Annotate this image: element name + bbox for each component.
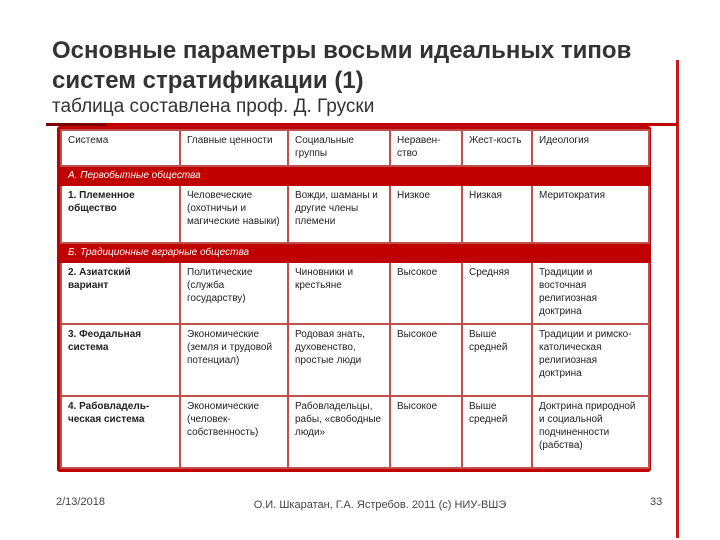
table-row bbox=[61, 324, 649, 396]
table-row bbox=[61, 262, 649, 324]
footer-author: О.И. Шкаратан, Г.А. Ястребов. 2011 (с) НИУ-ВШЭ bbox=[253, 499, 507, 511]
cell-system: 3. Феодальная система bbox=[61, 324, 180, 396]
cell-values: Экономические (человек-собственность) bbox=[180, 396, 288, 468]
cell-groups: Родовая знать, духовенство, простые люди bbox=[288, 324, 390, 396]
header-rigidity: Жест-кость bbox=[462, 130, 532, 166]
slide-subtitle: таблица составлена проф. Д. Груски bbox=[52, 96, 375, 117]
stratification-table bbox=[57, 126, 651, 472]
table-row bbox=[61, 185, 649, 243]
cell-groups: Рабовладельцы, рабы, «свободные люди» bbox=[288, 396, 390, 468]
section-row-primitive bbox=[61, 166, 649, 185]
section-row-agrarian bbox=[61, 243, 649, 262]
header-groups: Социальные группы bbox=[288, 130, 390, 166]
page-number: 33 bbox=[650, 496, 663, 508]
cell-system: 2. Азиатский вариант bbox=[61, 262, 180, 324]
header-system: Система bbox=[61, 130, 180, 166]
header-ideology: Идеология bbox=[532, 130, 649, 166]
cell-ideology: Доктрина природной и социальной подчиненности (рабства) bbox=[532, 396, 649, 468]
cell-rigidity: Выше средней bbox=[462, 324, 532, 396]
cell-rigidity: Выше средней bbox=[462, 396, 532, 468]
cell-inequality: Высокое bbox=[390, 396, 462, 468]
cell-rigidity: Низкая bbox=[462, 185, 532, 243]
table-row bbox=[61, 396, 649, 468]
cell-ideology: Меритократия bbox=[532, 185, 649, 243]
table-header-row bbox=[61, 130, 649, 166]
footer-date: 2/13/2018 bbox=[56, 496, 105, 508]
cell-inequality: Высокое bbox=[390, 262, 462, 324]
slide-title: Основные параметры восьми идеальных типов систем стратификации (1) bbox=[52, 37, 632, 94]
cell-values: Человеческие (охотничьи и магические навыки) bbox=[180, 185, 288, 243]
cell-rigidity: Средняя bbox=[462, 262, 532, 324]
cell-system: 1. Племенное общество bbox=[61, 185, 180, 243]
cell-ideology: Традиции и восточная религиозная доктрина bbox=[532, 262, 649, 324]
section-label: А. Первобытные общества bbox=[61, 166, 649, 185]
section-label: Б. Традиционные аграрные общества bbox=[61, 243, 649, 262]
cell-groups: Чиновники и крестьяне bbox=[288, 262, 390, 324]
cell-inequality: Высокое bbox=[390, 324, 462, 396]
cell-values: Экономические (земля и трудовой потенциал) bbox=[180, 324, 288, 396]
cell-ideology: Традиции и римско-католическая религиозная доктрина bbox=[532, 324, 649, 396]
cell-groups: Вожди, шаманы и другие члены племени bbox=[288, 185, 390, 243]
header-inequality: Неравен-ство bbox=[390, 130, 462, 166]
cell-inequality: Низкое bbox=[390, 185, 462, 243]
cell-values: Политические (служба государству) bbox=[180, 262, 288, 324]
header-values: Главные ценности bbox=[180, 130, 288, 166]
cell-system: 4. Рабовладель-ческая система bbox=[61, 396, 180, 468]
decorative-side-bar bbox=[676, 60, 679, 538]
